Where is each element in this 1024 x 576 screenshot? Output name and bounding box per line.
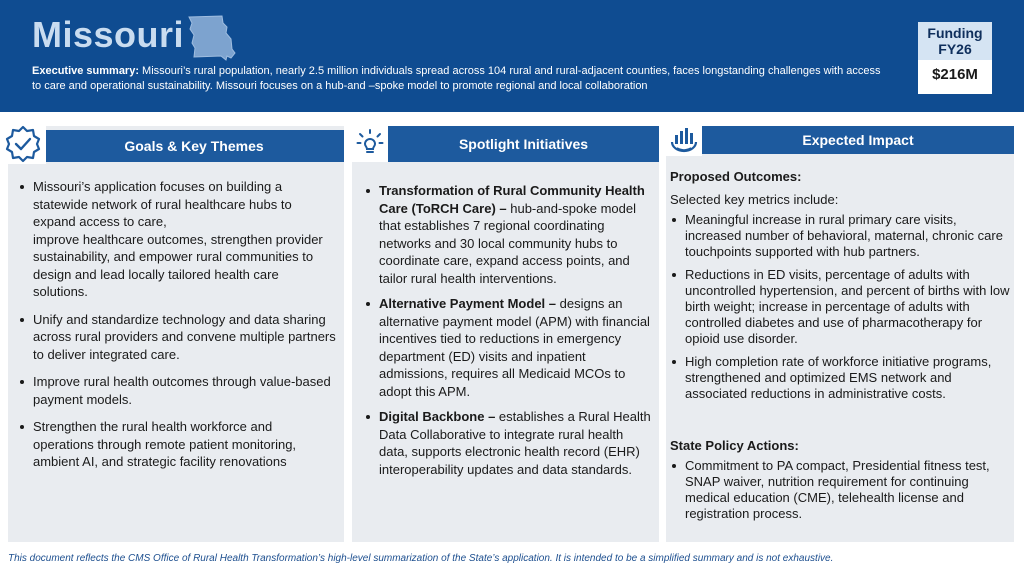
list-item xyxy=(18,418,336,471)
outcomes-title: Proposed Outcomes: xyxy=(670,169,802,184)
list-item xyxy=(18,311,336,364)
funding-box xyxy=(918,22,992,94)
spotlight-item-text: designs an alternative payment model (APM) with financial incentives tied to reductions in emergency department (ED) visits and inpatient admissions, requires all Medicaid MCOs to adopt this APM. xyxy=(379,296,650,399)
impact-panel xyxy=(666,126,1014,542)
list-item xyxy=(18,373,336,408)
funding-label: Funding FY26 xyxy=(918,22,992,60)
outcomes-block xyxy=(670,168,1010,409)
spotlight-item-title: Transformation of Rural Community Health Care (ToRCH Care) – xyxy=(379,183,645,216)
goals-list xyxy=(18,178,336,481)
outcome-text: High completion rate of workforce initiative programs, strengthened and optimized EMS network and associated reductions in administrative costs. xyxy=(685,354,992,401)
footer-disclaimer: This document reflects the CMS Office of Rural Health Transformation’s high-level summarization of the State’s application. It is intended to be a simplified summary and is not exhaustive. xyxy=(8,553,834,564)
goals-item-text: Strengthen the rural health workforce and operations through remote patient monitoring, ambient AI, and strategic facility renovations xyxy=(33,419,297,469)
executive-summary-label: Executive summary: xyxy=(32,65,139,77)
header-banner xyxy=(0,0,1024,112)
spotlight-item-text: hub-and-spoke model that establishes 7 regional coordinating networks and 30 local community hubs to coordinate care, expand access points, and tailor rural health interventions. xyxy=(379,200,636,286)
list-item xyxy=(364,295,652,400)
list-item xyxy=(670,354,1010,402)
goals-item-text: Missouri’s application focuses on building a statewide network of rural healthcare hubs to expand access to care, improve healthcare outcomes, strengthen provider sustainability, and empower rural communities to design and lead locally tailored health care solutions. xyxy=(33,179,323,299)
spotlight-item-title: Alternative Payment Model – xyxy=(379,296,556,311)
policy-block xyxy=(670,437,1010,529)
badge-check-icon xyxy=(0,124,46,164)
goals-item-text: Improve rural health outcomes through value-based payment models. xyxy=(33,374,331,407)
goals-item-text: Unify and standardize technology and data sharing across rural providers and convene multiple partners to deliver integrated care. xyxy=(33,311,336,362)
spotlight-list xyxy=(364,182,652,486)
outcome-text: Reductions in ED visits, percentage of adults with uncontrolled hypertension, and percent of births with low birth weight; increase in percentage of adults with controlled diabetes and use of pharmacotherapy for opioid use disorder. xyxy=(685,267,1010,346)
lightbulb-icon xyxy=(352,122,388,162)
goals-panel xyxy=(8,126,344,542)
list-item xyxy=(18,178,336,301)
spotlight-item-text: establishes a Rural Health Data Collaborative to integrate rural health data, supports electronic health record (EHR) interoperability updates and data standards. xyxy=(379,409,651,477)
spotlight-panel xyxy=(352,126,659,542)
policy-text: Commitment to PA compact, Presidential fitness test, SNAP waiver, nutrition requirement for continuing medical education (CME), telehealth license and registration process. xyxy=(685,458,990,521)
list-item xyxy=(670,212,1010,260)
impact-heading: Expected Impact xyxy=(702,126,1014,154)
funding-amount: $216M xyxy=(932,66,978,83)
executive-summary-text: Missouri’s rural population, nearly 2.5 million individuals spread across 104 rural and rural-adjacent counties, faces longstanding challenges with access to care and operational sustainability. Missouri focuses on a hub-and –spoke model to promote regional and local collaboration xyxy=(32,65,881,92)
outcome-text: Meaningful increase in rural primary care visits, increased number of behavioral, maternal, chronic care touchpoints supported with hub partners. xyxy=(685,212,1003,259)
missouri-map-icon xyxy=(186,13,236,61)
outcomes-list xyxy=(670,212,1010,402)
list-item xyxy=(670,458,1010,522)
page-title: Missouri xyxy=(32,14,185,55)
list-item xyxy=(364,182,652,287)
policy-title: State Policy Actions: xyxy=(670,438,799,453)
goals-heading: Goals & Key Themes xyxy=(44,130,344,162)
spotlight-heading: Spotlight Initiatives xyxy=(388,126,659,162)
list-item xyxy=(364,408,652,478)
list-item xyxy=(670,267,1010,347)
bar-chart-globe-icon xyxy=(666,122,702,156)
outcomes-intro: Selected key metrics include: xyxy=(670,192,839,207)
spotlight-item-title: Digital Backbone – xyxy=(379,409,496,424)
executive-summary xyxy=(32,64,892,94)
policy-list xyxy=(670,458,1010,522)
